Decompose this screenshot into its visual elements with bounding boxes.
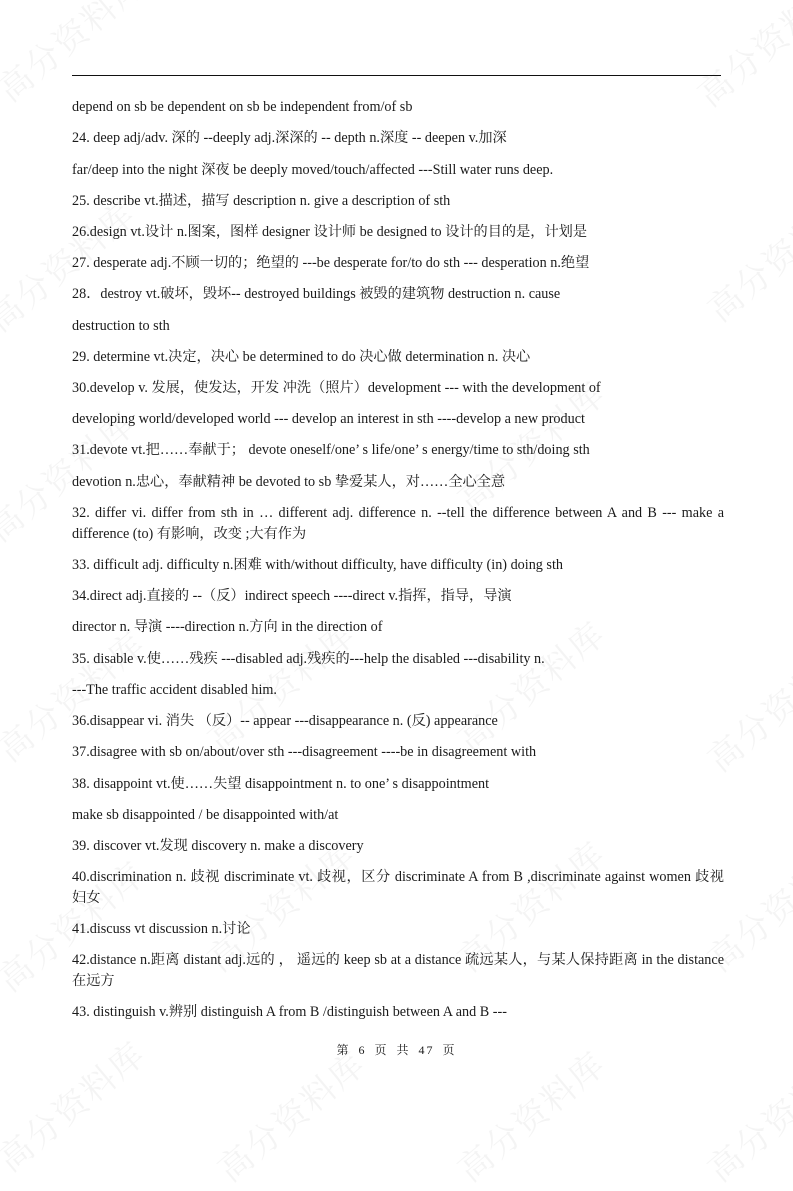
text-line: 24. deep adj/adv. 深的 --deeply adj.深深的 -- depth n.深度 -- deepen v.加深: [72, 130, 507, 146]
text-line: devotion n.忠心，奉献精神 be devoted to sb 挚爱某人，对……全心全意: [72, 474, 506, 490]
watermark: [695, 628, 793, 781]
text-line: 30.develop v. 发展，使发达，开发 冲洗（照片）development --- with the development of: [72, 380, 601, 396]
watermark: [685, 0, 793, 116]
text-line: 29. determine vt.决定，决心 be determined to do 决心做 determination n. 决心: [72, 349, 531, 365]
text-block: 32. differ vi. differ from sth in … different adj. difference n. --tell the difference between A and B --- make a difference (to) 有影响，改变 ;大有作为: [72, 505, 724, 542]
text-line: destruction to sth: [72, 318, 170, 334]
text-line: 34.direct adj.直接的 --（反）indirect speech ----direct v.指挥，指导，导演: [72, 588, 512, 604]
text-line: 28．destroy vt.破坏，毁坏-- destroyed buildings 被毁的建筑物 destruction n. cause: [72, 286, 561, 302]
text-line: director n. 导演 ----direction n.方向 in the direction of: [72, 619, 383, 635]
text-line: 43. distinguish v.辨别 distinguish A from B /distinguish between A and B ---: [72, 1004, 507, 1020]
watermark: [205, 1038, 374, 1191]
watermark: [0, 0, 155, 111]
text-line: make sb disappointed / be disappointed with/at: [72, 807, 339, 823]
text-line: ---The traffic accident disabled him.: [72, 682, 277, 698]
watermark: [445, 1038, 614, 1191]
text-line: 31.devote vt.把……奉献于； devote oneself/one’ s life/one’ s energy/time to sth/doing sth: [72, 442, 590, 458]
text-line: 25. describe vt.描述，描写 description n. give a description of sth: [72, 193, 451, 209]
text-line: 39. discover vt.发现 discovery n. make a discovery: [72, 838, 364, 854]
text-line: 33. difficult adj. difficulty n.困难 with/without difficulty, have difficulty (in) doing sth: [72, 557, 563, 573]
watermark: [695, 1038, 793, 1191]
text-block: 40.discrimination n. 歧视 discriminate vt. 歧视，区分 discriminate A from B ,discriminate against women 歧视妇女: [72, 869, 724, 906]
text-line: 36.disappear vi. 消失 （反）-- appear ---disappearance n. (反) appearance: [72, 713, 498, 729]
text-line: 41.discuss vt discussion n.讨论: [72, 921, 251, 937]
text-line: 27. desperate adj.不顾一切的；绝望的 ---be desperate for/to do sth --- desperation n.绝望: [72, 255, 590, 271]
watermark: [695, 178, 793, 331]
text-line: depend on sb be dependent on sb be independent from/of sb: [72, 99, 413, 115]
text-block: 42.distance n.距离 distant adj.远的 ， 遥远的 keep sb at a distance 疏远某人，与某人保持距离 in the distance 在远方: [72, 952, 724, 989]
watermark: [445, 608, 614, 761]
header-rule: [72, 75, 721, 76]
text-line: developing world/developed world --- develop an interest in sth ----develop a new product: [72, 411, 585, 427]
text-line: 26.design vt.设计 n.图案，图样 designer 设计师 be designed to 设计的目的是，计划是: [72, 224, 588, 240]
page-number: 第 6 页 共 47 页: [336, 1043, 457, 1057]
text-line: 38. disappoint vt.使……失望 disappointment n. to one’ s disappointment: [72, 776, 490, 792]
text-line: 37.disagree with sb on/about/over sth ---disagreement ----be in disagreement with: [72, 744, 537, 760]
text-line: 35. disable v.使……残疾 ---disabled adj.残疾的---help the disabled ---disability n.: [72, 651, 545, 667]
text-line: far/deep into the night 深夜 be deeply moved/touch/affected ---Still water runs deep.: [72, 162, 554, 178]
